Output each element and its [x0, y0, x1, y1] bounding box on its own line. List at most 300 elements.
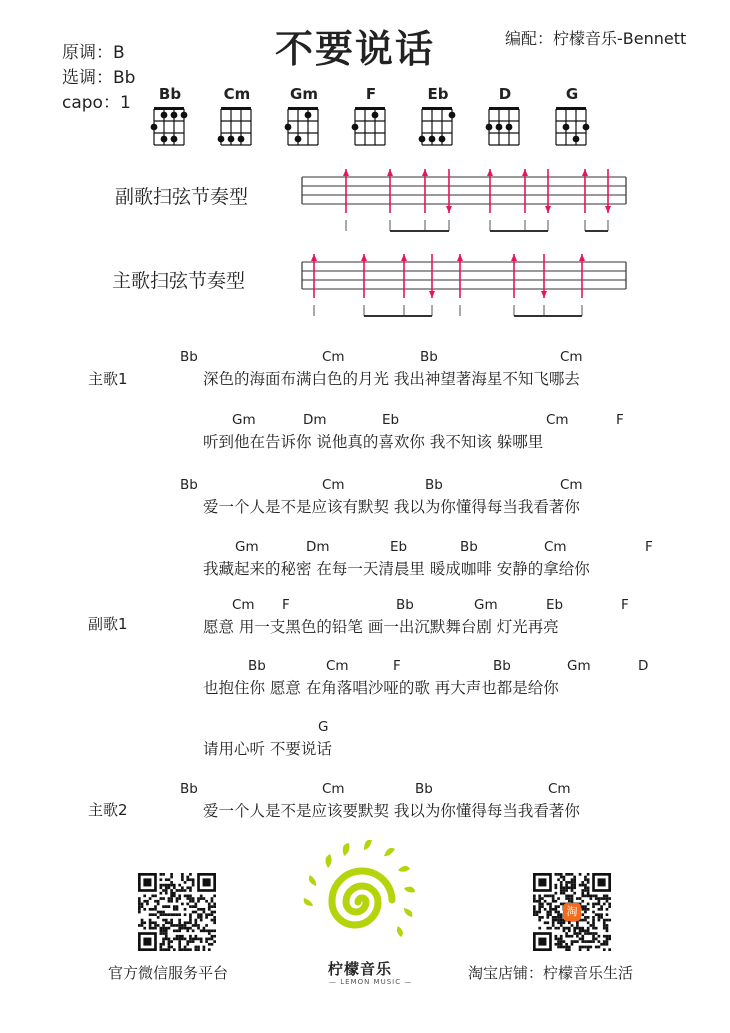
qr-module	[563, 892, 566, 895]
qr-module	[584, 929, 587, 932]
finger-dot	[295, 136, 302, 143]
qr-module	[170, 884, 173, 887]
qr-module	[160, 932, 163, 935]
qr-module	[600, 897, 603, 900]
qr-module	[587, 932, 590, 935]
qr-module	[544, 921, 547, 924]
qr-module	[181, 927, 184, 930]
qr-module	[200, 929, 203, 932]
qr-module	[197, 927, 200, 930]
qr-module	[557, 946, 560, 949]
qr-module	[211, 943, 214, 946]
qr-module	[176, 924, 179, 927]
chord-label: Bb	[425, 477, 443, 493]
qr-module	[587, 889, 590, 892]
qr-module	[606, 913, 609, 916]
qr-module	[176, 897, 179, 900]
arranger-credit: 编配：柠檬音乐-Bennett	[505, 29, 687, 48]
qr-module	[568, 873, 571, 876]
lemon-logo-icon	[300, 840, 425, 960]
qr-module	[549, 908, 552, 911]
strum-arrow-up	[422, 169, 428, 176]
qr-module	[589, 924, 592, 927]
qr-module	[178, 921, 181, 924]
qr-module	[557, 897, 560, 900]
finger-dot	[352, 124, 359, 131]
qr-module	[592, 895, 595, 898]
qr-module	[603, 943, 606, 946]
qr-module	[592, 903, 595, 906]
qr-module	[168, 878, 171, 881]
qr-module	[579, 927, 582, 930]
strum-arrow-down	[605, 206, 611, 213]
qr-module	[138, 908, 141, 911]
qr-module	[565, 943, 568, 946]
qr-module	[178, 919, 181, 922]
strum-arrow-up	[487, 169, 493, 176]
chord-label: Cm	[322, 781, 345, 797]
qr-module	[203, 908, 206, 911]
chord-diagram-eb	[418, 85, 458, 155]
qr-module	[592, 924, 595, 927]
qr-module	[184, 913, 187, 916]
qr-module	[565, 886, 568, 889]
qr-module	[200, 895, 203, 898]
qr-module	[573, 876, 576, 879]
qr-module	[576, 940, 579, 943]
qr-module	[181, 889, 184, 892]
finger-dot	[583, 124, 590, 131]
qr-module	[165, 932, 168, 935]
qr-module	[138, 900, 141, 903]
qr-module	[165, 935, 168, 938]
chord-label: Bb	[460, 539, 478, 555]
qr-module	[170, 897, 173, 900]
qr-module	[173, 938, 176, 941]
qr-module	[213, 911, 216, 914]
chord-label: Bb	[180, 477, 198, 493]
qr-module	[555, 908, 558, 911]
qr-module	[211, 905, 214, 908]
qr-module	[573, 886, 576, 889]
chord-diagram-gm	[284, 85, 324, 155]
finger-dot	[496, 124, 503, 131]
qr-module	[595, 913, 598, 916]
qr-module	[595, 938, 598, 941]
qr-module	[162, 932, 165, 935]
qr-module	[173, 886, 176, 889]
qr-module	[600, 943, 603, 946]
qr-module	[160, 897, 163, 900]
qr-module	[546, 903, 549, 906]
qr-module	[178, 940, 181, 943]
qr-module	[573, 940, 576, 943]
nut	[556, 107, 586, 110]
qr-module	[197, 908, 200, 911]
qr-module	[603, 935, 606, 938]
qr-module	[181, 935, 184, 938]
qr-module	[571, 897, 574, 900]
qr-module	[192, 924, 195, 927]
chord-label: Cm	[560, 477, 583, 493]
qr-module	[536, 911, 539, 914]
lyric-text: 听到他在告诉你 说他真的喜欢你 我不知该 躲哪里	[203, 433, 544, 451]
qr-module	[170, 889, 173, 892]
qr-module	[573, 878, 576, 881]
qr-module	[162, 911, 165, 914]
qr-module	[538, 895, 541, 898]
qr-module	[560, 921, 563, 924]
qr-module	[194, 919, 197, 922]
qr-module	[568, 927, 571, 930]
qr-module	[160, 878, 163, 881]
qr-module	[211, 919, 214, 922]
strum-arrow-up	[582, 169, 588, 176]
chord-label: G	[318, 719, 329, 735]
qr-module	[589, 897, 592, 900]
qr-module	[598, 897, 601, 900]
qr-module	[560, 892, 563, 895]
qr-module	[168, 886, 171, 889]
taobao-qr-code[interactable]	[533, 873, 611, 955]
qr-module	[546, 916, 549, 919]
qr-module	[576, 932, 579, 935]
qr-module	[186, 895, 189, 898]
qr-module	[606, 940, 609, 943]
qr-module	[154, 924, 157, 927]
qr-module	[584, 889, 587, 892]
qr-code-icon	[138, 873, 216, 951]
qr-module	[581, 900, 584, 903]
qr-module	[592, 938, 595, 941]
qr-module	[589, 895, 592, 898]
qr-module	[608, 938, 611, 941]
qr-module	[581, 929, 584, 932]
qr-module	[192, 884, 195, 887]
qr-module	[533, 895, 536, 898]
qr-module	[538, 919, 541, 922]
qr-module	[538, 900, 541, 903]
qr-module	[165, 892, 168, 895]
chord-label: F	[393, 658, 401, 674]
qr-module	[181, 886, 184, 889]
qr-module	[571, 935, 574, 938]
nut	[489, 107, 519, 110]
logo-name: 柠檬音乐	[328, 960, 393, 978]
qr-module	[141, 921, 144, 924]
qr-module	[181, 924, 184, 927]
qr-module	[579, 873, 582, 876]
qr-module	[555, 938, 558, 941]
qr-module	[181, 948, 184, 951]
qr-module	[197, 897, 200, 900]
qr-module	[181, 903, 184, 906]
qr-module	[573, 892, 576, 895]
qr-module	[576, 924, 579, 927]
qr-module	[538, 903, 541, 906]
qr-module	[208, 929, 211, 932]
qr-module	[170, 881, 173, 884]
qr-module	[168, 946, 171, 949]
chord-diagram-d	[485, 85, 525, 155]
wechat-qr-code[interactable]	[138, 873, 216, 955]
qr-finder-core	[598, 878, 606, 886]
chord-label: Cm	[546, 412, 569, 428]
qr-module	[178, 924, 181, 927]
qr-module	[197, 938, 200, 941]
chord-label: Bb	[415, 781, 433, 797]
qr-module	[565, 895, 568, 898]
qr-module	[184, 895, 187, 898]
qr-module	[581, 895, 584, 898]
lyric-text: 也抱住你 愿意 在角落唱沙哑的歌 再大声也都是给你	[203, 679, 559, 697]
qr-module	[170, 913, 173, 916]
qr-module	[603, 948, 606, 951]
qr-module	[571, 878, 574, 881]
qr-module	[197, 946, 200, 949]
qr-module	[170, 940, 173, 943]
qr-module	[600, 916, 603, 919]
qr-module	[178, 935, 181, 938]
qr-module	[178, 913, 181, 916]
qr-module	[213, 940, 216, 943]
qr-module	[213, 919, 216, 922]
qr-module	[170, 900, 173, 903]
qr-module	[563, 886, 566, 889]
qr-module	[189, 921, 192, 924]
qr-module	[205, 938, 208, 941]
qr-module	[581, 940, 584, 943]
qr-module	[598, 900, 601, 903]
strum-arrow-up	[343, 169, 349, 176]
qr-module	[189, 886, 192, 889]
qr-module	[189, 913, 192, 916]
qr-module	[178, 943, 181, 946]
chord-name: G	[565, 85, 579, 103]
chord-label: Gm	[232, 412, 256, 428]
qr-module	[584, 932, 587, 935]
qr-module	[178, 927, 181, 930]
qr-module	[606, 897, 609, 900]
qr-module	[606, 943, 609, 946]
finger-dot	[161, 136, 168, 143]
strum-arrow-down	[446, 206, 452, 213]
qr-module	[189, 900, 192, 903]
qr-module	[211, 900, 214, 903]
qr-module	[149, 908, 152, 911]
qr-module	[576, 921, 579, 924]
qr-module	[592, 919, 595, 922]
qr-module	[538, 905, 541, 908]
section-label-verse1: 主歌1	[88, 370, 128, 388]
qr-module	[168, 927, 171, 930]
qr-module	[197, 916, 200, 919]
qr-module	[149, 897, 152, 900]
qr-module	[151, 927, 154, 930]
qr-module	[165, 878, 168, 881]
qr-module	[154, 905, 157, 908]
qr-module	[600, 905, 603, 908]
qr-module	[184, 924, 187, 927]
chord-name: F	[365, 85, 377, 103]
qr-module	[149, 924, 152, 927]
chord-diagram-cm	[217, 85, 257, 155]
chord-label: Bb	[180, 781, 198, 797]
qr-module	[555, 886, 558, 889]
qr-module	[138, 924, 141, 927]
qr-module	[168, 943, 171, 946]
qr-module	[194, 948, 197, 951]
qr-module	[579, 897, 582, 900]
qr-module	[549, 905, 552, 908]
qr-module	[197, 924, 200, 927]
qr-module	[170, 924, 173, 927]
chord-label: D	[638, 658, 649, 674]
qr-module	[211, 897, 214, 900]
shop-label: 淘宝店铺：柠檬音乐生活	[468, 964, 634, 982]
chord-label: Cm	[322, 477, 345, 493]
qr-module	[194, 924, 197, 927]
chord-diagram-row	[150, 85, 590, 155]
strum-arrow-up	[401, 254, 407, 261]
qr-module	[584, 895, 587, 898]
qr-module	[194, 905, 197, 908]
qr-module	[189, 878, 192, 881]
qr-module	[189, 938, 192, 941]
qr-module	[173, 884, 176, 887]
finger-dot	[429, 136, 436, 143]
chorus-strum-pattern	[300, 165, 630, 240]
qr-module	[176, 889, 179, 892]
qr-module	[173, 948, 176, 951]
qr-module	[203, 948, 206, 951]
qr-module	[587, 921, 590, 924]
qr-module	[162, 927, 165, 930]
qr-module	[176, 905, 179, 908]
qr-module	[579, 929, 582, 932]
qr-module	[571, 924, 574, 927]
qr-module	[560, 886, 563, 889]
qr-module	[533, 905, 536, 908]
qr-module	[184, 889, 187, 892]
qr-module	[184, 938, 187, 941]
chord-label: F	[621, 597, 629, 613]
finger-dot	[563, 124, 570, 131]
fretboard-grid	[552, 103, 592, 151]
selected-key: 选调：Bb	[62, 68, 136, 88]
qr-finder-core	[143, 938, 151, 946]
qr-module	[141, 924, 144, 927]
qr-module	[200, 897, 203, 900]
qr-module	[603, 895, 606, 898]
qr-module	[192, 897, 195, 900]
lemon-music-logo	[300, 840, 425, 990]
finger-dot	[171, 136, 178, 143]
qr-module	[200, 908, 203, 911]
qr-module	[546, 921, 549, 924]
lyric-text: 愿意 用一支黑色的铅笔 画一出沉默舞台剧 灯光再亮	[203, 618, 559, 636]
qr-module	[584, 908, 587, 911]
qr-module	[168, 940, 171, 943]
qr-module	[189, 895, 192, 898]
qr-module	[598, 946, 601, 949]
qr-module	[165, 913, 168, 916]
qr-module	[178, 884, 181, 887]
qr-module	[165, 929, 168, 932]
qr-module	[154, 908, 157, 911]
qr-module	[173, 892, 176, 895]
qr-module	[192, 881, 195, 884]
qr-module	[186, 921, 189, 924]
qr-module	[552, 921, 555, 924]
qr-module	[200, 940, 203, 943]
qr-module	[552, 897, 555, 900]
qr-module	[581, 935, 584, 938]
qr-module	[189, 927, 192, 930]
qr-module	[606, 927, 609, 930]
qr-module	[213, 929, 216, 932]
qr-module	[571, 873, 574, 876]
qr-module	[552, 919, 555, 922]
qr-module	[192, 929, 195, 932]
qr-module	[584, 946, 587, 949]
qr-module	[587, 916, 590, 919]
qr-module	[154, 921, 157, 924]
finger-dot	[238, 136, 245, 143]
qr-module	[606, 929, 609, 932]
chord-label: F	[645, 539, 653, 555]
fretboard-grid	[485, 103, 525, 151]
qr-module	[192, 938, 195, 941]
qr-module	[555, 935, 558, 938]
qr-module	[162, 905, 165, 908]
qr-module	[181, 873, 184, 876]
qr-module	[138, 905, 141, 908]
qr-module	[560, 943, 563, 946]
qr-module	[170, 876, 173, 879]
qr-module	[560, 884, 563, 887]
qr-module	[154, 895, 157, 898]
qr-module	[205, 940, 208, 943]
qr-module	[563, 889, 566, 892]
qr-module	[568, 929, 571, 932]
qr-module	[184, 927, 187, 930]
strum-arrow-down	[429, 291, 435, 298]
finger-dot	[419, 136, 426, 143]
qr-module	[557, 873, 560, 876]
chord-label: Bb	[493, 658, 511, 674]
qr-module	[598, 908, 601, 911]
qr-module	[555, 943, 558, 946]
qr-module	[541, 903, 544, 906]
qr-module	[170, 892, 173, 895]
qr-module	[555, 919, 558, 922]
qr-module	[538, 908, 541, 911]
qr-module	[146, 903, 149, 906]
finger-dot	[161, 112, 168, 119]
qr-module	[178, 948, 181, 951]
finger-dot	[228, 136, 235, 143]
qr-module	[173, 929, 176, 932]
qr-module	[606, 900, 609, 903]
qr-module	[557, 940, 560, 943]
qr-module	[173, 895, 176, 898]
chord-label: Dm	[303, 412, 327, 428]
qr-module	[143, 921, 146, 924]
qr-module	[584, 940, 587, 943]
qr-module	[208, 943, 211, 946]
qr-module	[213, 916, 216, 919]
